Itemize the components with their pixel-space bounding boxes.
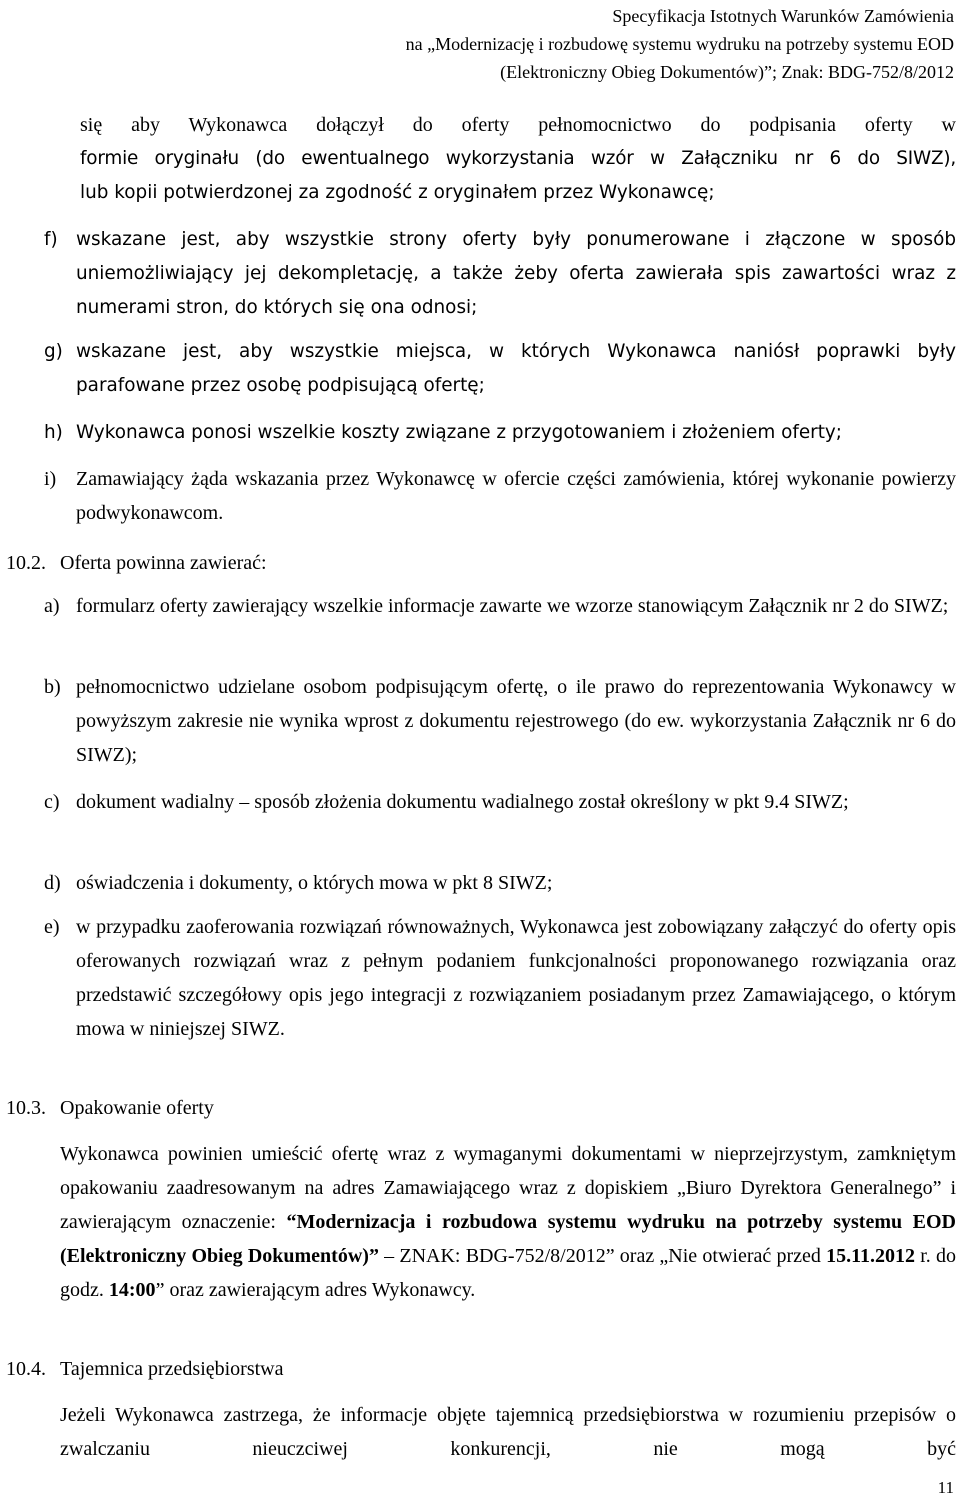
continuation-line-2: formie oryginału (do ewentualnego wykorzystania wzór w Załączniku nr 6 do SIWZ), bbox=[80, 148, 956, 169]
section-number: 10.2. bbox=[6, 552, 46, 574]
paragraph-text: – ZNAK: BDG-752/8/2012” oraz „Nie otwierać przed bbox=[378, 1245, 827, 1267]
list-item-text: w przypadku zaoferowania rozwiązań równoważnych, Wykonawca jest zobowiązany załączyć do oferty opis oferowanych rozwiązań wraz z pełnym podaniem funkcjonalności proponowanego rozwiązania oraz przedstawić szczegółowy opis jego integracji z rozwiązaniem posiadanym przez Zamawiającego, o którym mowa w niniejszej SIWZ. bbox=[76, 916, 956, 1040]
section-paragraph bbox=[60, 1137, 956, 1307]
list-item-text: pełnomocnictwo udzielane osobom podpisującym ofertę, o ile prawo do reprezentowania Wykonawcy w powyższym zakresie nie wynika wprost z dokumentu rejestrowego (do ew. wykorzystania Załącznik nr 6 do SIWZ); bbox=[76, 676, 956, 766]
list-item-text: dokument wadialny – sposób złożenia dokumentu wadialnego został określony w pkt 9.4 SIWZ; bbox=[76, 791, 849, 813]
section-paragraph: Jeżeli Wykonawca zastrzega, że informacje objęte tajemnicą przedsiębiorstwa w rozumieniu przepisów o zwalczaniu nieuczciwej konkurencji, nie mogą być bbox=[60, 1404, 956, 1460]
paragraph-bold-text: “Modernizacja i rozbudowa systemu wydruku na potrzeby systemu EOD (Elektroniczny Obieg Dokumentów)” bbox=[60, 1211, 956, 1267]
section-number: 10.3. bbox=[6, 1097, 46, 1119]
list-item-label: e) bbox=[44, 916, 60, 938]
list-item-text: wskazane jest, aby wszystkie miejsca, w których Wykonawca naniósł poprawki były parafowane przez osobę podpisującą ofertę; bbox=[76, 341, 956, 396]
list-item bbox=[44, 589, 956, 623]
deadline-time: 14:00 bbox=[108, 1279, 156, 1301]
list-item bbox=[44, 670, 956, 772]
list-item bbox=[44, 416, 956, 450]
paragraph-text: r. do godz. bbox=[60, 1245, 956, 1301]
header-reference: (Elektroniczny Obieg Dokumentów)”; Znak: BDG-752/8/2012 bbox=[500, 62, 954, 82]
section-heading bbox=[6, 1091, 214, 1125]
list-item bbox=[44, 866, 956, 900]
list-item-label: h) bbox=[44, 422, 63, 443]
paragraph-text: Wykonawca powinien umieścić ofertę wraz z wymaganymi dokumentami w nieprzejrzystym, zamkniętym opakowaniu zaadresowanym na adres Zamawiającego wraz z dopiskiem „Biuro Dyrektora Generalnego” i zawierającym oznaczenie: bbox=[60, 1143, 956, 1233]
list-item-label: c) bbox=[44, 791, 60, 813]
list-item-label: a) bbox=[44, 595, 60, 617]
list-item-label: i) bbox=[44, 468, 57, 490]
page-number: 11 bbox=[937, 1478, 954, 1497]
list-item-label: g) bbox=[44, 341, 63, 362]
list-item-label: b) bbox=[44, 676, 61, 698]
continuation-line-1: się aby Wykonawca dołączył do oferty pełnomocnictwo do podpisania oferty w bbox=[80, 114, 956, 136]
section-title: Oferta powinna zawierać: bbox=[60, 552, 267, 574]
section-title: Tajemnica przedsiębiorstwa bbox=[60, 1358, 284, 1380]
section-heading bbox=[6, 546, 267, 580]
page-header bbox=[406, 2, 954, 86]
list-item-label: d) bbox=[44, 872, 61, 894]
section-number: 10.4. bbox=[6, 1358, 46, 1380]
section-heading bbox=[6, 1352, 284, 1386]
header-subject: na „Modernizację i rozbudowę systemu wydruku na potrzeby systemu EOD bbox=[405, 34, 954, 54]
deadline-date: 15.11.2012 bbox=[826, 1245, 915, 1267]
continuation-line-3: lub kopii potwierdzonej za zgodność z oryginałem przez Wykonawcę; bbox=[80, 182, 715, 203]
list-item-text: Wykonawca ponosi wszelkie koszty związane z przygotowaniem i złożeniem oferty; bbox=[76, 422, 843, 443]
list-item-text: Zamawiający żąda wskazania przez Wykonawcę w ofercie części zamówienia, której wykonanie powierzy podwykonawcom. bbox=[76, 468, 956, 524]
list-item-label: f) bbox=[44, 229, 58, 250]
list-item bbox=[44, 462, 956, 530]
list-item bbox=[44, 910, 956, 1046]
paragraph-text: ” oraz zawierającym adres Wykonawcy. bbox=[155, 1279, 476, 1301]
list-item bbox=[44, 223, 956, 325]
list-item bbox=[44, 335, 956, 403]
section-title: Opakowanie oferty bbox=[60, 1097, 214, 1119]
list-item-text: wskazane jest, aby wszystkie strony oferty były ponumerowane i złączone w sposób uniemożliwiający jej dekompletację, a także żeby oferta zawierała spis zawartości wraz z numerami stron, do których się ona odnosi; bbox=[76, 229, 956, 318]
list-item-text: formularz oferty zawierający wszelkie informacje zawarte we wzorze stanowiącym Załącznik nr 2 do SIWZ; bbox=[76, 595, 949, 617]
header-title: Specyfikacja Istotnych Warunków Zamówienia bbox=[612, 6, 954, 26]
list-item-text: oświadczenia i dokumenty, o których mowa w pkt 8 SIWZ; bbox=[76, 872, 553, 894]
list-item bbox=[44, 785, 956, 819]
